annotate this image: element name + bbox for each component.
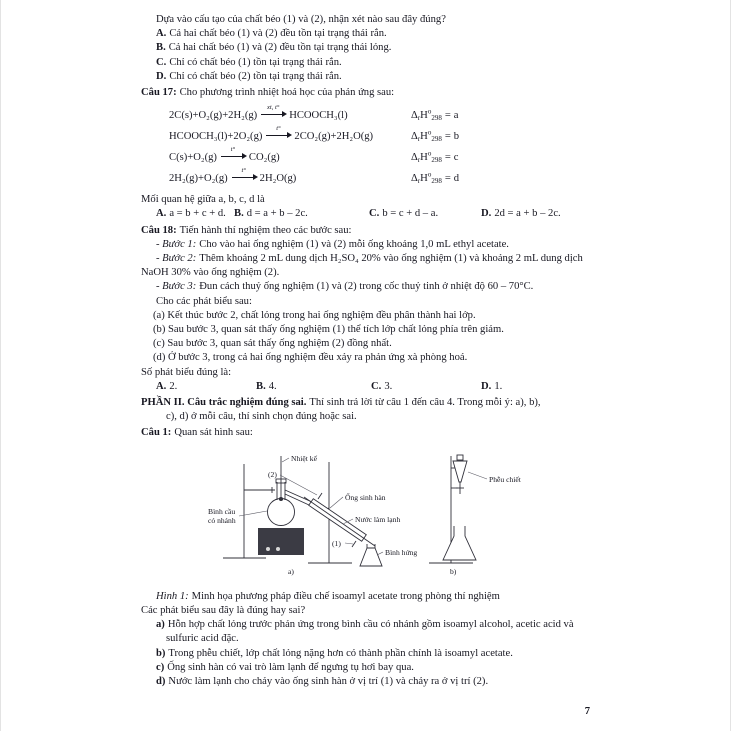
equation-lhs: 2C(s)+O₂(g)+2H₂(g): [169, 109, 258, 121]
equation-lhs: C(s)+O₂(g): [169, 151, 217, 163]
arrow-condition: t°: [230, 145, 236, 153]
option-letter: D.: [481, 380, 492, 392]
label-flask-line1: Bình cầu: [208, 506, 236, 516]
statement-a: [141, 618, 602, 646]
option-text: Chỉ có chất béo (1) tồn tại trạng thái rắn.: [169, 56, 342, 68]
statement-d: (d) Ở bước 3, trong cả hai ống nghiệm đều xảy ra phản ứng xà phòng hoá.: [153, 352, 468, 364]
option-text: d = a + b – 2c.: [246, 208, 308, 220]
option-text: Cả hai chất béo (1) và (2) đều tồn tại trạng thái rắn.: [169, 28, 387, 40]
option-letter: A.: [156, 28, 167, 40]
delta-symbol: Δ: [411, 130, 418, 142]
statement-d: [141, 675, 602, 689]
thermochemical-equations: [169, 105, 602, 189]
arrow-condition: xt, t°: [267, 103, 280, 111]
equals-sign: =: [444, 109, 451, 121]
sub-r: r: [417, 134, 421, 143]
statement-c: [141, 661, 602, 675]
lab-apparatus-drawing: [196, 448, 556, 582]
sup-o: o: [427, 149, 432, 158]
h-symbol: H: [420, 109, 428, 121]
enthalpy-expression: [411, 130, 459, 144]
statement-letter: d): [156, 676, 166, 688]
option-text: b = c + d – a.: [382, 208, 439, 220]
option-line-b: [141, 41, 602, 55]
equation-rhs: CO₂(g): [248, 151, 280, 163]
page-number: 7: [584, 705, 590, 717]
part2-text: Thí sinh trả lời từ câu 1 đến câu 4. Trong mỗi ý: a), b),: [309, 397, 541, 409]
option-c: [369, 207, 481, 221]
sub-r: r: [417, 176, 421, 185]
option-text: Chỉ có chất béo (2) tồn tại trạng thái rắn.: [169, 70, 342, 82]
step-3: [141, 280, 602, 294]
enthalpy-letter: a: [453, 109, 459, 121]
label-sep-funnel: Phễu chiết: [489, 474, 521, 484]
statement-letter: a): [156, 619, 165, 631]
option-letter: D.: [481, 208, 492, 220]
option-letter: A.: [156, 380, 167, 392]
option-d: [481, 380, 502, 394]
equation-row: [169, 126, 602, 147]
statements-intro: Cho các phát biểu sau:: [156, 295, 252, 307]
arrow-condition: t°: [276, 124, 281, 132]
equation: [169, 166, 411, 186]
caption-label: Hình 1:: [156, 590, 189, 602]
option-letter: A.: [156, 208, 167, 220]
option-letter: B.: [256, 380, 266, 392]
statement-letter: b): [156, 647, 166, 659]
caption-text: Minh họa phương pháp điều chế isoamyl acetate trong phòng thí nghiệm: [191, 590, 500, 602]
equation-lhs: HCOOCH₃(l)+2O₂(g): [169, 130, 263, 142]
question-17-prompt: Mối quan hệ giữa a, b, c, d là: [141, 194, 265, 206]
step-label: - Bước 1:: [156, 238, 197, 250]
thermometer: [279, 456, 282, 501]
equation: [169, 124, 411, 144]
figure-1: [196, 448, 602, 587]
step-label: - Bước 2:: [156, 253, 197, 265]
side-arm: [285, 490, 312, 505]
equals-sign: =: [444, 172, 451, 184]
figure-caption: [141, 590, 602, 604]
option-a: [156, 380, 256, 394]
sub-r: r: [417, 155, 421, 164]
option-text: 2d = a + b – 2c.: [494, 208, 561, 220]
label-flask-line2: có nhánh: [208, 515, 236, 525]
equation: [169, 103, 411, 123]
enthalpy-expression: [411, 151, 459, 165]
question-intro: Tiến hành thí nghiệm theo các bước sau:: [179, 224, 352, 236]
reaction-arrow: [232, 166, 256, 178]
option-b: [234, 207, 369, 221]
option-letter: C.: [369, 208, 380, 220]
equation-row: [169, 105, 602, 126]
step-2: [141, 252, 602, 280]
step-text: Đun cách thuỷ ống nghiệm (1) và (2) trong cốc thuỷ tinh ở nhiệt độ 60 – 70°C.: [199, 281, 534, 293]
sub-298: 298: [431, 134, 442, 143]
delta-symbol: Δ: [411, 109, 418, 121]
sub-298: 298: [431, 155, 442, 164]
question-1-header: [141, 426, 602, 440]
enthalpy-letter: b: [453, 130, 460, 142]
step-text: Cho vào hai ống nghiệm (1) và (2) mỗi ống khoảng 1,0 mL ethyl acetate.: [199, 238, 509, 250]
option-c: [371, 380, 481, 394]
question-18-prompt: Số phát biểu đúng là:: [141, 366, 232, 378]
enthalpy-letter: d: [453, 172, 460, 184]
enthalpy-expression: [411, 172, 459, 186]
step-text: Thêm khoảng 2 mL dung dịch H₂SO₄ 20% vào ống nghiệm (1) và khoảng 2 mL dung dịch NaOH 30% vào ống nghiệm (2).: [141, 253, 583, 279]
label-position-1: (1): [332, 538, 341, 548]
h-symbol: H: [420, 172, 428, 184]
label-sub-b: b): [450, 566, 457, 576]
conical-flask: [443, 526, 476, 560]
option-b: [256, 380, 371, 394]
option-text: 1.: [494, 380, 503, 392]
statement-b: [141, 647, 602, 661]
label-sub-a: a): [288, 566, 294, 576]
label-receiver: Bình hứng: [385, 547, 418, 557]
label-cooling-water: Nước làm lạnh: [355, 514, 401, 524]
option-text: Cả hai chất béo (1) và (2) đều tồn tại trạng thái lỏng.: [168, 42, 392, 54]
statement-c: (c) Sau bước 3, quan sát thấy ống nghiệm (2) đồng nhất.: [153, 338, 392, 350]
statement-text: Ống sinh hàn có vai trò làm lạnh để ngưng tụ hơi bay qua.: [167, 661, 414, 673]
part2-text-line2: c), d) ở mỗi câu, thí sinh chọn đúng hoặc sai.: [166, 411, 357, 423]
option-letter: C.: [371, 380, 382, 392]
equation-row: [169, 147, 602, 168]
h-symbol: H: [420, 151, 428, 163]
option-letter: D.: [156, 70, 167, 82]
option-line-d: [141, 70, 602, 84]
statement-text: Nước làm lạnh cho chảy vào ống sinh hàn ở vị trí (1) và chảy ra ở vị trí (2).: [168, 676, 489, 688]
option-text: a = b + c + d.: [169, 208, 226, 220]
statement-b: (b) Sau bước 3, quan sát thấy ống nghiệm (1) thể tích lớp chất lỏng phía trên giảm.: [153, 324, 504, 336]
arrow-condition: t°: [241, 166, 246, 174]
label-thermometer: Nhiệt kế: [291, 453, 317, 463]
question-intro: Cho phương trình nhiệt hoá học của phản ứng sau:: [179, 87, 395, 99]
question-18-header: [141, 224, 602, 238]
option-d: [481, 207, 561, 221]
equals-sign: =: [444, 151, 451, 163]
sup-o: o: [427, 107, 432, 116]
option-line-a: [141, 27, 602, 41]
reaction-arrow: [266, 124, 290, 136]
hot-plate: [258, 528, 304, 555]
option-letter: B.: [156, 42, 166, 54]
delta-symbol: Δ: [411, 151, 418, 163]
option-text: 2.: [169, 380, 178, 392]
question-number: Câu 18:: [141, 224, 177, 236]
options-row-q17: [141, 207, 602, 221]
question-1-prompt: Các phát biểu sau đây là đúng hay sai?: [141, 605, 306, 617]
enthalpy-letter: c: [453, 151, 459, 163]
equation-rhs: 2CO₂(g)+2H₂O(g): [294, 130, 374, 142]
part2-header: [141, 396, 602, 410]
sub-298: 298: [431, 113, 442, 122]
step-1: [141, 238, 602, 252]
receiver-flask: [360, 544, 382, 566]
sup-o: o: [427, 170, 432, 179]
option-letter: C.: [156, 56, 167, 68]
statement-a: (a) Kết thúc bước 2, chất lỏng trong hai ống nghiệm đều phân thành hai lớp.: [153, 309, 476, 321]
equation: [169, 145, 411, 165]
sup-o: o: [427, 128, 432, 137]
question-number: Câu 17:: [141, 87, 177, 99]
label-position-2: (2): [268, 469, 277, 479]
option-a: [156, 207, 234, 221]
equation-rhs: HCOOCH₃(l): [289, 109, 348, 121]
option-letter: B.: [234, 208, 244, 220]
delta-symbol: Δ: [411, 172, 418, 184]
option-text: 4.: [268, 380, 277, 392]
question-number: Câu 1:: [141, 427, 172, 439]
statement-text: Hỗn hợp chất lỏng trước phản ứng trong bình cầu có nhánh gồm isoamyl alcohol, acetic acid và sulfuric acid đặc.: [166, 619, 574, 645]
enthalpy-expression: [411, 109, 459, 123]
question-17-header: [141, 86, 602, 100]
part2-label: PHẦN II. Câu trắc nghiệm đúng sai.: [141, 397, 307, 409]
sub-298: 298: [431, 176, 442, 185]
h-symbol: H: [420, 130, 428, 142]
reaction-arrow: [221, 145, 245, 157]
equation-rhs: 2H₂O(g): [259, 172, 297, 184]
statement-text: Trong phễu chiết, lớp chất lỏng nặng hơn có thành phần chính là isoamyl acetate.: [168, 647, 513, 659]
option-text: 3.: [384, 380, 393, 392]
question-intro: Quan sát hình sau:: [174, 427, 253, 439]
equals-sign: =: [444, 130, 451, 142]
options-row-q18: [141, 380, 602, 394]
equation-lhs: 2H₂(g)+O₂(g): [169, 172, 228, 184]
question-intro: Dựa vào cấu tạo của chất béo (1) và (2), nhận xét nào sau đây đúng?: [156, 14, 446, 25]
equation-row: [169, 168, 602, 189]
sub-r: r: [417, 113, 421, 122]
step-label: - Bước 3:: [156, 281, 197, 293]
document-page: [1, 0, 730, 689]
option-line-c: [141, 56, 602, 70]
statement-letter: c): [156, 661, 165, 673]
label-condenser: Ống sinh hàn: [345, 492, 386, 502]
reaction-arrow: [261, 103, 285, 115]
